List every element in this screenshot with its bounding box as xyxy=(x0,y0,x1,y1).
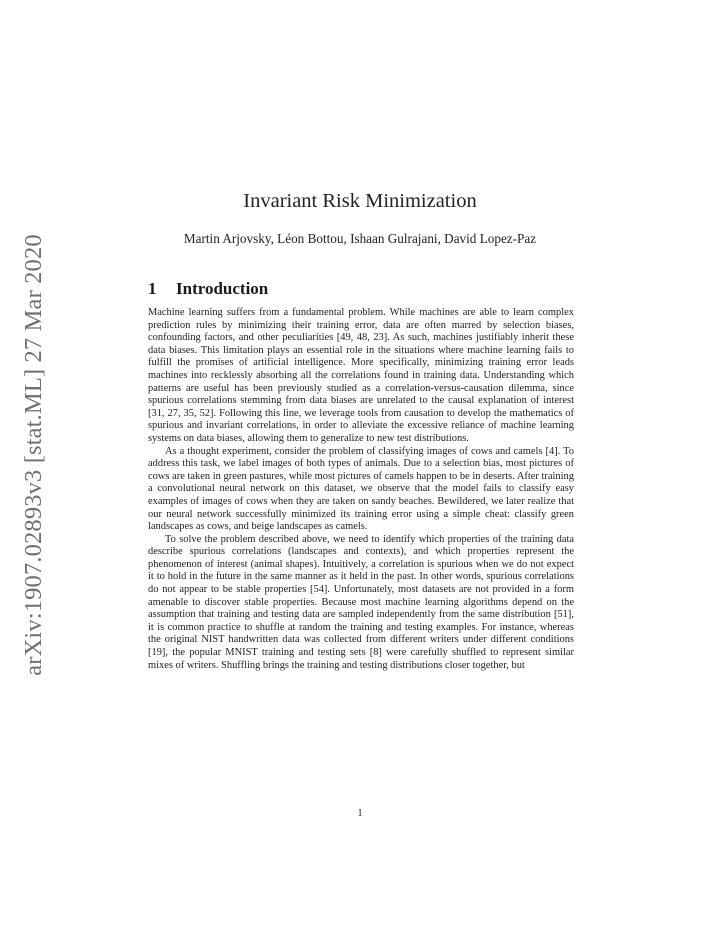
arxiv-identifier-stamp: arXiv:1907.02893v3 [stat.ML] 27 Mar 2020 xyxy=(20,234,47,676)
paragraph-2: As a thought experiment, consider the problem of classifying images of cows and camels [4]. To address this task, we label images of both types of animals. Due to a selection bias, most pictures of cows are taken in green pastures, while most pictures of camels happen to be in deserts. After training a convolutional neural network on this dataset, we observe that the model fails to classify easy examples of images of cows when they are taken on sandy beaches. Bewildered, we later realize that our neural network successfully minimized its training error using a simple cheat: classify green landscapes as cows, and beige landscapes as camels. xyxy=(148,445,574,533)
page-number: 1 xyxy=(357,808,363,819)
section-title: Introduction xyxy=(176,279,269,298)
paper-title: Invariant Risk Minimization xyxy=(243,190,477,212)
section-number: 1 xyxy=(148,279,157,298)
paragraph-1: Machine learning suffers from a fundamental problem. While machines are able to learn complex prediction rules by minimizing their training error, data are often marred by selection biases, confounding factors, and other peculiarities [49, 48, 23]. As such, machines justifiably inherit these data biases. This limitation plays an essential role in the situations where machine learning fails to fulfill the promises of artificial intelligence. More specifically, minimizing training error leads machines into recklessly absorbing all the correlations found in training data. Understanding which patterns are useful has been previously studied as a correlation-versus-causation dilemma, since spurious correlations stemming from data biases are unrelated to the causal explanation of interest [31, 27, 35, 52]. Following this line, we leverage tools from causation to develop the mathematics of spurious and invariant correlations, in order to alleviate the excessive reliance of machine learning systems on data biases, allowing them to generalize to new test distributions. xyxy=(148,307,574,444)
section-heading xyxy=(148,279,268,299)
section-body xyxy=(148,307,574,672)
author-list: Martin Arjovsky, Léon Bottou, Ishaan Gulrajani, David Lopez-Paz xyxy=(183,231,537,246)
paragraph-3: To solve the problem described above, we need to identify which properties of the training data describe spurious correlations (landscapes and contexts), and which properties represent the phenomenon of interest (animal shapes). Intuitively, a correlation is spurious when we do not expect it to hold in the future in the same manner as it held in the past. In other words, spurious correlations do not appear to be stable properties [54]. Unfortunately, most datasets are not provided in a form amenable to discover stable properties. Because most machine learning algorithms depend on the assumption that training and testing data are sampled independently from the same distribution [51], it is common practice to shuffle at random the training and testing examples. For instance, whereas the original NIST handwritten data was collected from different writers under different conditions [19], the popular MNIST training and testing sets [8] were carefully shuffled to represent similar mixes of writers. Shuffling brings the training and testing distributions closer together, but xyxy=(148,533,574,671)
